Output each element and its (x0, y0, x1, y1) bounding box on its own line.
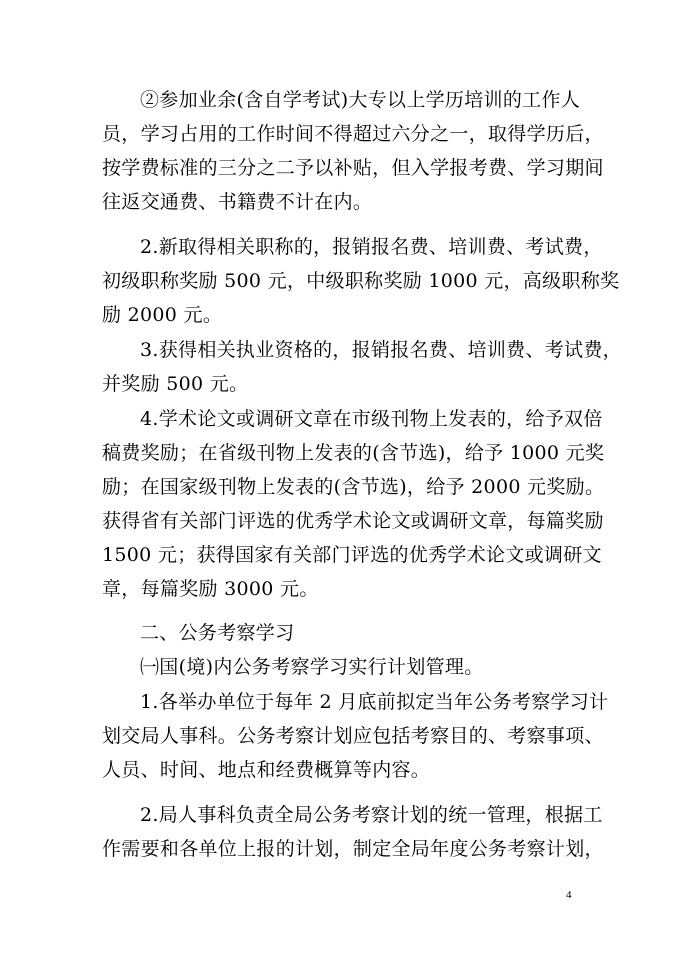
text-line-22: 作需要和各单位上报的计划，制定全局年度公务考察计划， (102, 838, 604, 860)
text-line-4: 往返交通费、书籍费不计在内。 (102, 191, 373, 213)
text-line-15: 章，每篇奖励 3000 元。 (102, 578, 319, 600)
text-line-20: 人员、时间、地点和经费概算等内容。 (102, 759, 431, 781)
page-number: 4 (566, 889, 572, 901)
text-line-18: 1.各举办单位于每年 2 月底前拟定当年公务考察学习计 (140, 691, 609, 713)
text-line-1: ②参加业余(含自学考试)大专以上学历培训的工作人 (140, 89, 581, 111)
text-line-21: 2.局人事科负责全局公务考察计划的统一管理，根据工 (140, 804, 603, 826)
text-line-2: 员，学习占用的工作时间不得超过六分之一，取得学历后， (102, 123, 604, 145)
text-line-8: 3.获得相关执业资格的，报销报名费、培训费、考试费， (140, 339, 622, 361)
text-line-7: 励 2000 元。 (102, 304, 223, 326)
text-line-3: 按学费标准的三分之二予以补贴，但入学报考费、学习期间 (102, 157, 604, 179)
text-line-17: ㈠国(境)内公务考察学习实行计划管理。 (140, 656, 484, 678)
text-line-19: 划交局人事科。公务考察计划应包括考察目的、考察事项、 (102, 725, 604, 747)
text-line-13: 获得省有关部门评选的优秀学术论文或调研文章，每篇奖励 (102, 510, 604, 532)
text-line-9: 并奖励 500 元。 (102, 373, 249, 395)
text-line-6: 初级职称奖励 500 元，中级职称奖励 1000 元，高级职称奖 (102, 270, 620, 292)
text-line-12: 励；在国家级刊物上发表的(含节选)，给予 2000 元奖励。 (102, 476, 605, 498)
text-line-14: 1500 元；获得国家有关部门评选的优秀学术论文或调研文 (102, 544, 602, 566)
text-line-5: 2.新取得相关职称的，报销报名费、培训费、考试费， (140, 236, 603, 258)
section-heading: 二、公务考察学习 (140, 622, 295, 644)
text-line-11: 稿费奖励；在省级刊物上发表的(含节选)，给予 1000 元奖 (102, 442, 605, 464)
text-line-10: 4.学术论文或调研文章在市级刊物上发表的，给予双倍 (140, 408, 603, 430)
